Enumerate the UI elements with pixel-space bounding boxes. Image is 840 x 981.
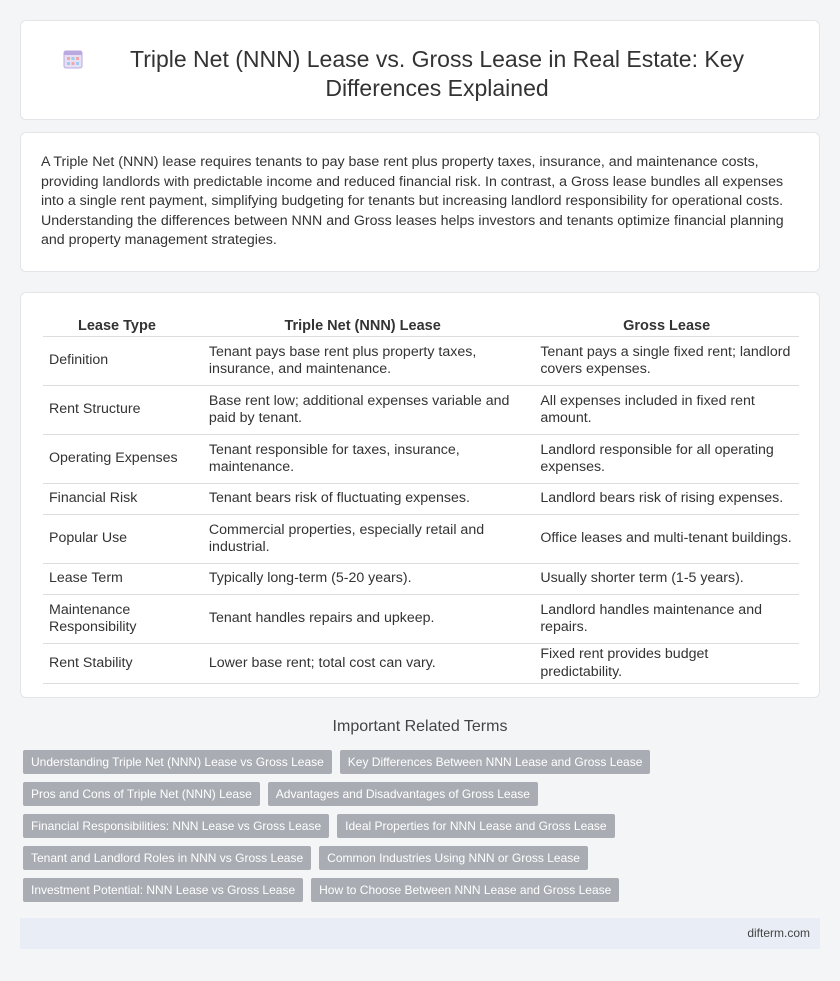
related-term-link[interactable]: Investment Potential: NNN Lease vs Gross Lease: [23, 878, 303, 902]
table-cell: All expenses included in fixed rent amount.: [534, 386, 799, 435]
footer: [20, 918, 820, 949]
table-cell: Tenant handles repairs and upkeep.: [203, 595, 522, 644]
table-cell: Tenant pays base rent plus property taxes, insurance, and maintenance.: [203, 337, 522, 386]
table-row: [43, 337, 799, 386]
table-cell: Base rent low; additional expenses variable and paid by tenant.: [203, 386, 522, 435]
table-row: [43, 484, 799, 515]
footer-site-link[interactable]: difterm.com: [747, 926, 810, 940]
table-row: [43, 595, 799, 644]
intro-card: [20, 132, 820, 272]
related-terms-heading: Important Related Terms: [332, 718, 508, 735]
related-terms-list: [23, 750, 823, 910]
table-cell: Office leases and multi-tenant buildings.: [534, 515, 799, 564]
related-term-link[interactable]: Tenant and Landlord Roles in NNN vs Gross Lease: [23, 846, 311, 870]
table-cell: Financial Risk: [43, 484, 191, 515]
related-term-link[interactable]: Ideal Properties for NNN Lease and Gross Lease: [337, 814, 614, 838]
table-row: [43, 564, 799, 595]
table-cell: Usually shorter term (1-5 years).: [534, 564, 799, 595]
table-cell: Tenant bears risk of fluctuating expenses.: [203, 484, 522, 515]
intro-text: A Triple Net (NNN) lease requires tenants to pay base rent plus property taxes, insurance, and maintenance costs, providing landlords with predictable income and reduced financial risk. In contrast, a Gross lease bundles all expenses into a single rent payment, simplifying budgeting for tenants but increasing landlord responsibility for operational costs. Understanding the differences between NNN and Gross leases helps investors and tenants optimize financial planning and property management strategies.: [41, 154, 784, 248]
table-cell: Operating Expenses: [43, 435, 191, 484]
related-term-link[interactable]: Financial Responsibilities: NNN Lease vs Gross Lease: [23, 814, 329, 838]
table-cell: Landlord bears risk of rising expenses.: [534, 484, 799, 515]
header-lease-type: Lease Type: [43, 313, 191, 337]
header-card: [20, 20, 820, 120]
table-cell: Rent Stability: [43, 644, 191, 684]
related-term-link[interactable]: Understanding Triple Net (NNN) Lease vs Gross Lease: [23, 750, 332, 774]
related-term-link[interactable]: Pros and Cons of Triple Net (NNN) Lease: [23, 782, 260, 806]
header-nnn-lease: Triple Net (NNN) Lease: [203, 313, 522, 337]
table-cell: Popular Use: [43, 515, 191, 564]
comparison-table-card: [20, 292, 820, 698]
table-cell: Rent Structure: [43, 386, 191, 435]
page-title: Triple Net (NNN) Lease vs. Gross Lease in Real Estate: Key Differences Explained: [130, 46, 744, 101]
comparison-table: [43, 313, 799, 684]
table-cell: Lower base rent; total cost can vary.: [203, 644, 522, 684]
related-term-link[interactable]: How to Choose Between NNN Lease and Gross Lease: [311, 878, 619, 902]
table-cell: Commercial properties, especially retail and industrial.: [203, 515, 522, 564]
table-cell: Lease Term: [43, 564, 191, 595]
related-term-link[interactable]: Key Differences Between NNN Lease and Gross Lease: [340, 750, 651, 774]
related-term-link[interactable]: Advantages and Disadvantages of Gross Lease: [268, 782, 538, 806]
related-term-link[interactable]: Common Industries Using NNN or Gross Lease: [319, 846, 588, 870]
table-cell: Tenant responsible for taxes, insurance, maintenance.: [203, 435, 522, 484]
table-cell: Landlord handles maintenance and repairs.: [534, 595, 799, 644]
table-row: [43, 386, 799, 435]
document-icon: [61, 47, 85, 71]
table-cell: Fixed rent provides budget predictability.: [534, 644, 799, 684]
table-row: [43, 515, 799, 564]
table-row: [43, 435, 799, 484]
header-gross-lease: Gross Lease: [534, 313, 799, 337]
table-cell: Tenant pays a single fixed rent; landlord covers expenses.: [534, 337, 799, 386]
table-cell: Maintenance Responsibility: [43, 595, 191, 644]
table-cell: Landlord responsible for all operating expenses.: [534, 435, 799, 484]
table-row: [43, 644, 799, 684]
table-cell: Definition: [43, 337, 191, 386]
table-cell: Typically long-term (5-20 years).: [203, 564, 522, 595]
